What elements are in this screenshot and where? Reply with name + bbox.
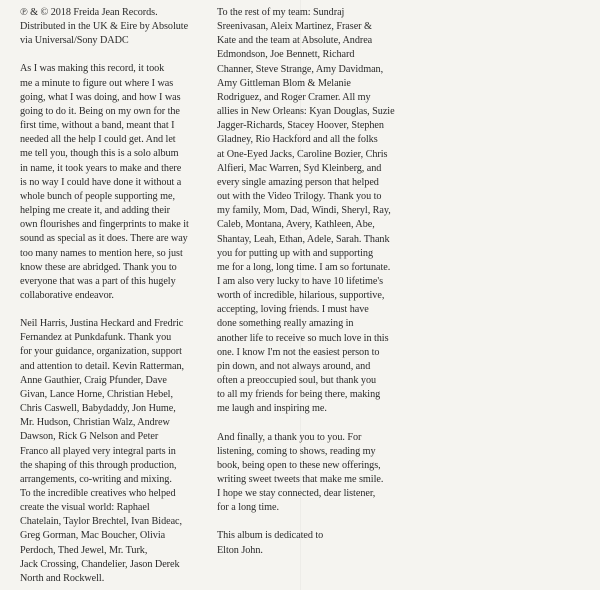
right-column: [217, 6, 407, 572]
dedication-paragraph: This album is dedicated to Elton John.: [217, 530, 324, 556]
team-thanks-paragraph: To the rest of my team: Sundraj Sreenivasan, Aleix Martinez, Fraser & Kate and the team at Absolute, Andrea Edmondson, Joe Bennett, Richard Channer, Steve Strange, Amy Davidman, Amy Gittleman Blom & Melanie Rodriguez, and Roger Cramer. All my allies in New Orleans: Kyan Douglas, Suzie Jagger-Richards, Stacey Hoover, Stephen Gladney, Rio Hackford and all the folks at One-Eyed Jacks, Caroline Bozier, Chris Alfieri, Mac Warren, Syd Kleinberg, and every single amazing person that helped out with the Video Trilogy. Thank you to my family, Mom, Dad, Windi, Sheryl, Ray, Caleb, Montana, Avery, Kathleen, Abe, Shantay, Leah, Ethan, Adele, Sarah. Thank you for putting up with and supporting me for a long, long time. I am so fortunate. I am also very lucky to have 10 lifetime's worth of incredible, hilarious, supportive, accepting, loving friends. I must have done something really amazing in another life to receive so much love in this one. I know I'm not the easiest person to pin down, and not always around, and often a preoccupied soul, but thank you to all my friends for being there, making me laugh and inspiring me.: [217, 7, 395, 415]
credits-paragraph: Neil Harris, Justina Heckard and Fredric Fernandez at Punkdafunk. Thank you for your guidance, organization, support and attention to detail. Kevin Ratterman, Anne Gauthier, Craig Pfunder, Dave Givan, Lance Horne, Christian Hebel, Chris Caswell, Babydaddy, Jon Hume, Mr. Hudson, Christian Walz, Andrew Dawson, Rick G Nelson and Peter Franco all played very integral parts in the shaping of this through production, arrangements, co-writing and mixing. To the incredible creatives who helped create the visual world: Raphael Chatelain, Taylor Brechtel, Ivan Bideac, Greg Gorman, Mac Boucher, Olivia Perdoch, Thed Jewel, Mr. Turk, Jack Crossing, Chandelier, Jason Derek North and Rockwell.: [20, 318, 185, 584]
listener-thanks-paragraph: And finally, a thank you to you. For listening, coming to shows, reading my book, being open to these new offerings, writing sweet tweets that make me smile. I hope we stay connected, dear listener, for a long time.: [217, 431, 384, 514]
copyright-paragraph: ℗ & © 2018 Freida Jean Records. Distributed in the UK & Eire by Absolute via Universal/Sony DADC: [20, 7, 189, 47]
left-column: [20, 6, 210, 590]
intro-paragraph: As I was making this record, it took me a minute to figure out where I was going, what I was doing, and how I was going to do it. Being on my own for the first time, without a band, meant that I needed all the help I could get. And let me tell you, though this is a solo album in name, it took years to make and there is no way I could have done it without a whole bunch of people supporting me, helping me create it, and adding their own flourishes and fingerprints to make it sound as special as it does. There are way too many names to mention here, so just know these are abridged. Thank you to everyone that was a part of this hugely collaborative endeavor.: [20, 63, 189, 301]
